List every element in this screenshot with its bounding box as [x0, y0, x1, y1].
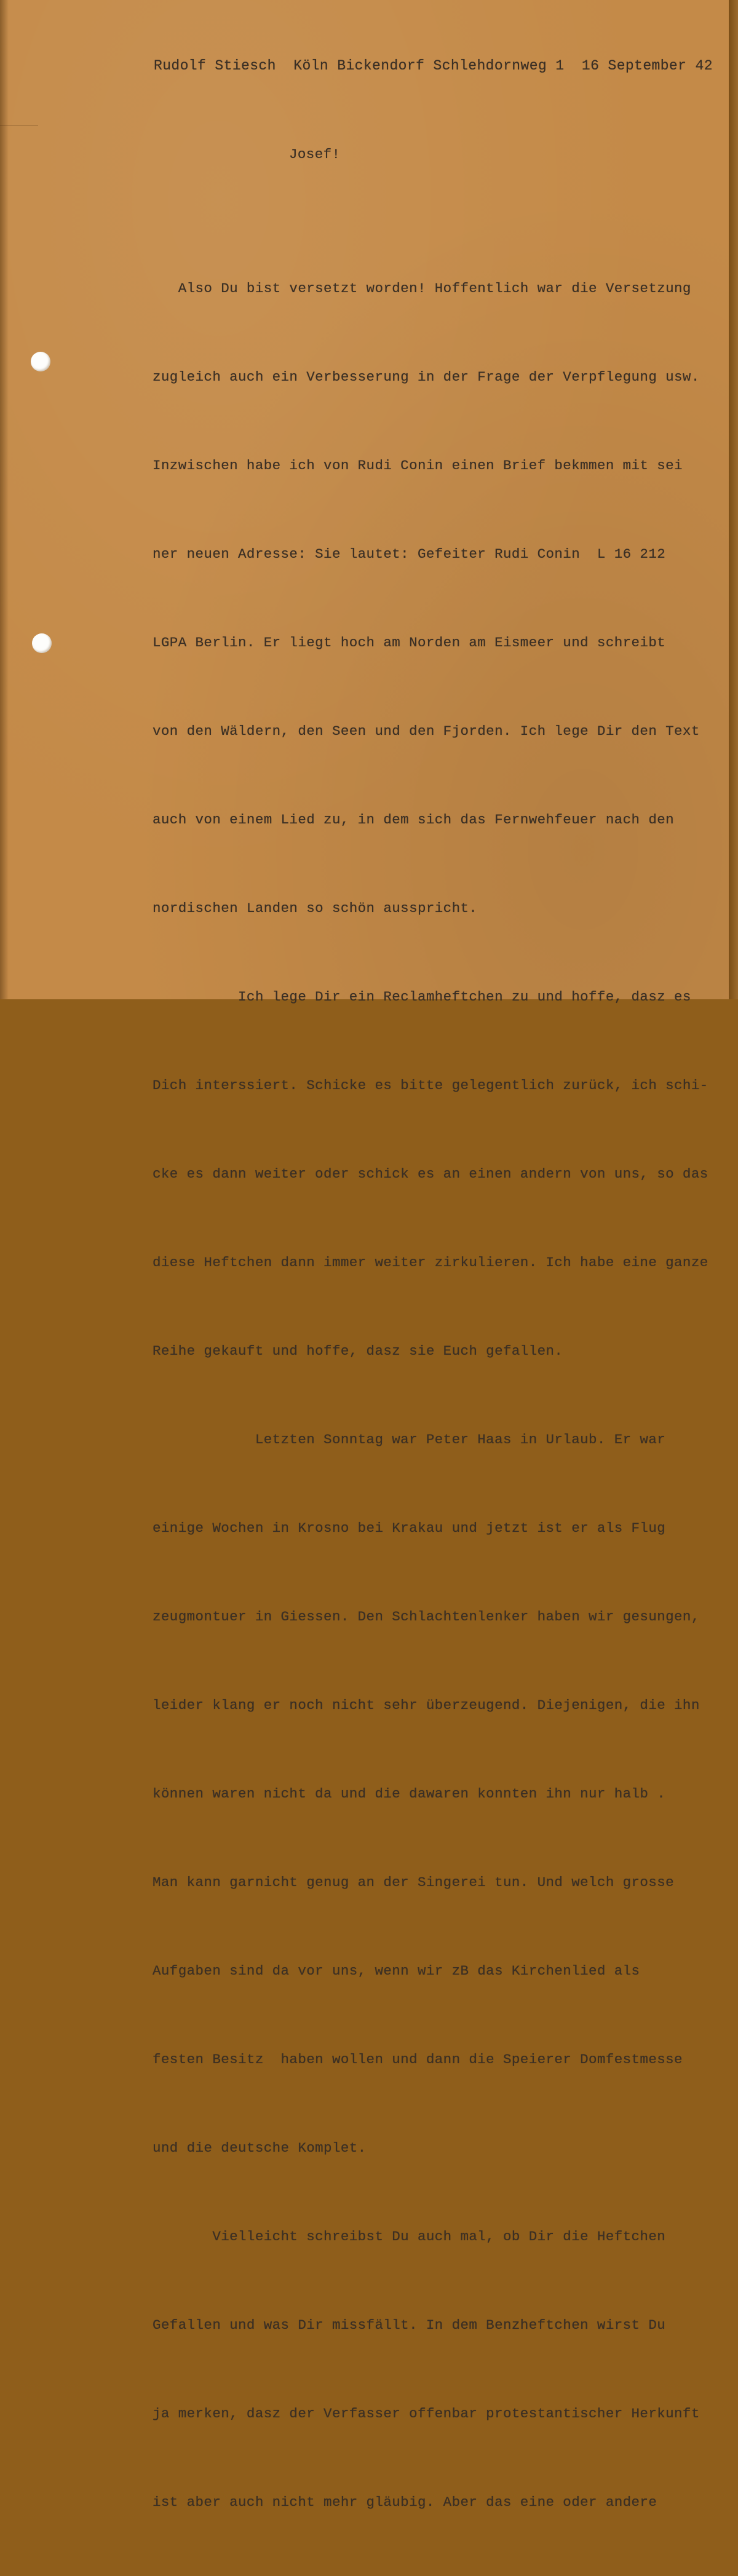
body-line: können waren nicht da und die dawaren konnten ihn nur halb . [153, 1786, 666, 1802]
body-line: Man kann garnicht genug an der Singerei tun. Und welch grosse [153, 1874, 675, 1890]
body-line: einige Wochen in Krosno bei Krakau und jetzt ist er als Flug [153, 1520, 666, 1536]
body-line: Dich interssiert. Schicke es bitte gelegentlich zurück, ich schi- [153, 1077, 708, 1093]
body-line: Gefallen und was Dir missfällt. In dem Benzheftchen wirst Du [153, 2317, 666, 2333]
body-line: ner neuen Adresse: Sie lautet: Gefeiter Rudi Conin L 16 212 [153, 546, 666, 562]
page-background-edge [729, 0, 738, 999]
body-line: nordischen Landen so schön ausspricht. [153, 900, 478, 916]
body-line: Also Du bist versetzt worden! Hoffentlich war die Versetzung [153, 280, 691, 296]
body-line: Aufgaben sind da vor uns, wenn wir zB das Kirchenlied als [153, 1963, 640, 1979]
letter-header: Rudolf Stiesch Köln Bickendorf Schlehdornweg 1 16 September 42 [154, 58, 713, 74]
body-line: diese Heftchen dann immer weiter zirkulieren. Ich habe eine ganze [153, 1254, 708, 1270]
body-line: auch von einem Lied zu, in dem sich das Fernwehfeuer nach den [153, 812, 675, 828]
body-line: Ich lege Dir ein Reclamheftchen zu und hoffe, dasz es [153, 989, 691, 1005]
body-line: cke es dann weiter oder schick es an einen andern von uns, so das [153, 1166, 708, 1182]
body-line: leider klang er noch nicht sehr überzeugend. Diejenigen, die ihn [153, 1697, 700, 1713]
body-line: Letzten Sonntag war Peter Haas in Urlaub. Er war [153, 1432, 666, 1448]
body-line: LGPA Berlin. Er liegt hoch am Norden am Eismeer und schreibt [153, 635, 666, 651]
body-line: Vielleicht schreibst Du auch mal, ob Dir die Heftchen [153, 2229, 666, 2245]
body-line: ja merken, dasz der Verfasser offenbar protestantischer Herkunft [153, 2406, 700, 2422]
body-line: von den Wäldern, den Seen und den Fjorden. Ich lege Dir den Text [153, 723, 700, 739]
body-line: und die deutsche Komplet. [153, 2140, 367, 2156]
body-line: Inzwischen habe ich von Rudi Conin einen Brief bekmmen mit sei [153, 458, 683, 474]
body-line: ist aber auch nicht mehr gläubig. Aber das eine oder andere [153, 2494, 657, 2510]
letter-salutation: Josef! [289, 146, 341, 162]
punch-hole-bottom [32, 633, 52, 653]
body-line: festen Besitz haben wollen und dann die Speierer Domfestmesse [153, 2051, 683, 2067]
letter-body [153, 215, 708, 2576]
page-edge-shadow [0, 0, 9, 999]
punch-hole-top [31, 352, 50, 371]
body-line: zeugmontuer in Giessen. Den Schlachtenlenker haben wir gesungen, [153, 1609, 700, 1625]
body-line: Reihe gekauft und hoffe, dasz sie Euch gefallen. [153, 1343, 563, 1359]
body-line: zugleich auch ein Verbesserung in der Frage der Verpflegung usw. [153, 369, 700, 385]
